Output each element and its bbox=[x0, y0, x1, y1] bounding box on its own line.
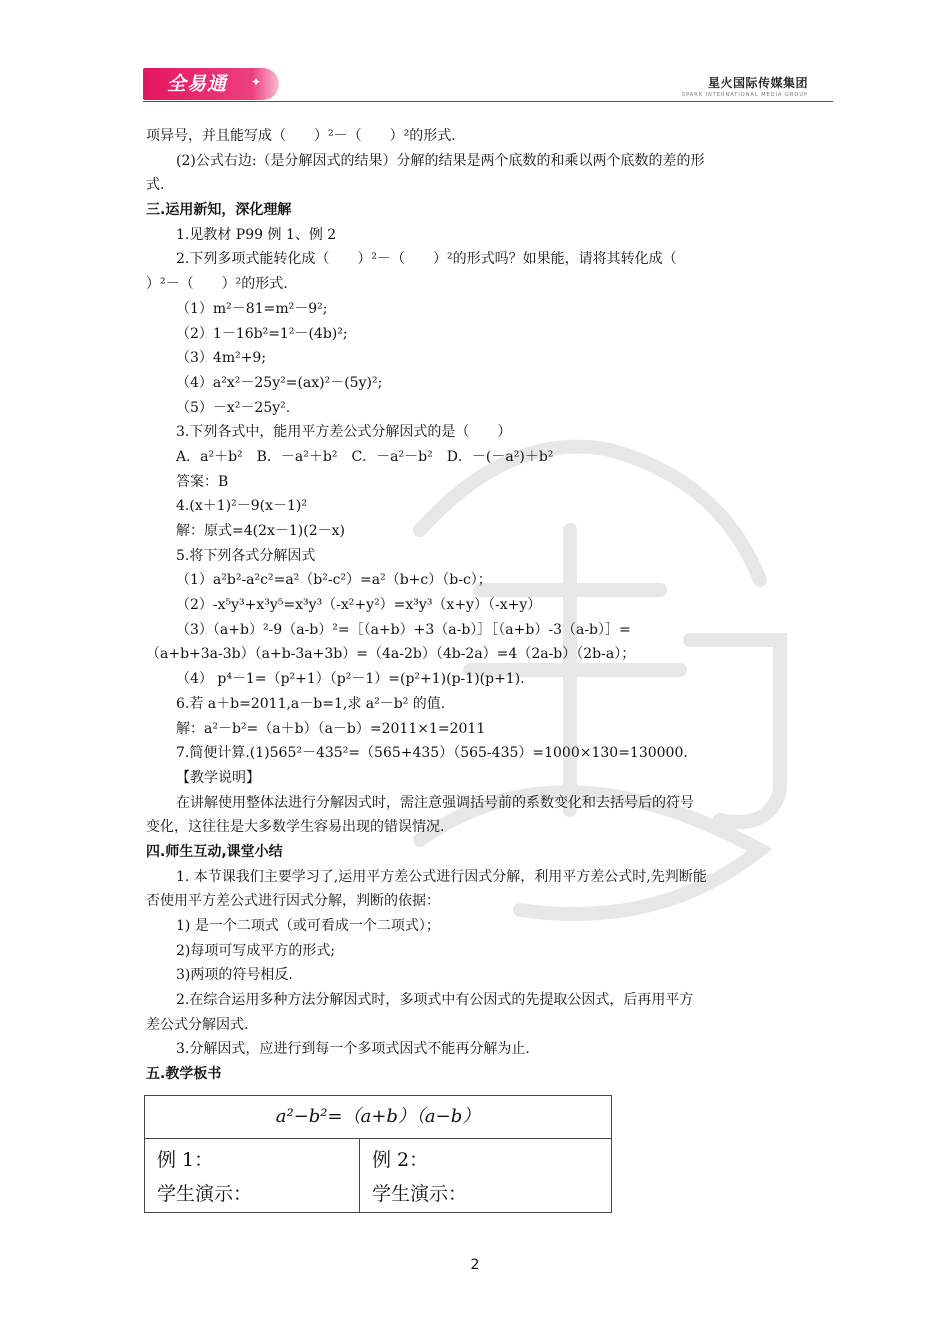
text-line: 式. bbox=[146, 177, 165, 194]
text-line: 5.将下列各式分解因式 bbox=[176, 547, 316, 564]
text-line: 答案：B bbox=[176, 473, 229, 490]
text-line: ）²－（ ）²的形式. bbox=[146, 276, 288, 293]
text-line: (2)公式右边:（是分解因式的结果）分解的结果是两个底数的和乘以两个底数的差的形 bbox=[176, 152, 705, 169]
text-line: 变化，这往往是大多数学生容易出现的错误情况. bbox=[146, 819, 445, 836]
text-line: 6.若 a＋b=2011,a－b=1,求 a²－b² 的值. bbox=[176, 695, 446, 712]
text-line: 解：原式=4(2x－1)(2－x) bbox=[176, 523, 345, 539]
document-body bbox=[146, 124, 806, 1087]
text-line: （3）4m²+9; bbox=[176, 350, 267, 367]
text-line: 否使用平方差公式进行因式分解，判断的依据： bbox=[146, 893, 440, 910]
text-line: 7.简便计算.(1)565²－435²=（565+435）（565-435）=1000×130=130000. bbox=[176, 745, 688, 762]
page-header bbox=[0, 0, 950, 110]
section-heading: 三.运用新知，深化理解 bbox=[146, 202, 292, 219]
text-line: （1）m²－81=m²－9²; bbox=[176, 300, 328, 317]
section-heading: 五.教学板书 bbox=[146, 1066, 222, 1083]
text-line: （3）（a+b）²-9（a-b）²=［（a+b）+3（a-b）］［（a+b）-3（a-b）］= bbox=[176, 621, 631, 638]
text-line: 3)两项的符号相反. bbox=[176, 967, 293, 984]
text-line: 【教学说明】 bbox=[176, 769, 260, 786]
publisher-subtitle: SPARK INTERNATIONAL MEDIA GROUP bbox=[681, 92, 808, 98]
brand-logo bbox=[143, 68, 279, 100]
text-line: 1. 本节课我们主要学习了,运用平方差公式进行因式分解，利用平方差公式时,先判断能 bbox=[176, 868, 707, 885]
blackboard-table bbox=[144, 1095, 612, 1213]
publisher-name: 星火国际传媒集团 bbox=[707, 76, 808, 90]
text-line: 1) 是一个二项式（或可看成一个二项式）； bbox=[176, 918, 440, 934]
text-line: （4）a²x²－25y²=(ax)²－(5y)²; bbox=[176, 374, 383, 391]
text-line: 3.分解因式，应进行到每一个多项式因式不能再分解为止. bbox=[176, 1041, 530, 1058]
text-line: （5）－x²－25y². bbox=[176, 399, 291, 416]
board-formula: a²−b²=（a+b）（a−b） bbox=[145, 1096, 611, 1139]
text-line: （2）1－16b²=1²－(4b)²; bbox=[176, 325, 348, 342]
example-label: 例 2： bbox=[372, 1149, 429, 1171]
student-demo-label: 学生演示： bbox=[372, 1183, 468, 1205]
publisher-brand bbox=[682, 74, 808, 98]
text-line: 2.在综合运用多种方法分解因式时，多项式中有公因式的先提取公因式，后再用平方 bbox=[176, 992, 694, 1009]
text-line: 2)每项可写成平方的形式; bbox=[176, 942, 336, 959]
text-line: 项异号，并且能写成（ ）²－（ ）²的形式. bbox=[146, 128, 456, 144]
text-line: 解：a²－b²=（a＋b）（a－b）=2011×1=2011 bbox=[176, 720, 486, 737]
text-line: 3.下列各式中，能用平方差公式分解因式的是（ ） bbox=[176, 424, 512, 441]
section-heading: 四.师生互动,课堂小结 bbox=[146, 843, 283, 860]
text-line: 差公式分解因式. bbox=[146, 1016, 249, 1033]
board-cell-example-1 bbox=[145, 1139, 360, 1212]
header-rule bbox=[143, 101, 833, 102]
page-number: 2 bbox=[470, 1257, 480, 1273]
text-line: （2）-x⁵y³+x³y⁵=x³y³（-x²+y²）=x³y³（x+y）（-x+y） bbox=[176, 597, 542, 614]
board-cell-example-2 bbox=[360, 1139, 611, 1212]
sparkle-icon: ✦ bbox=[251, 75, 263, 89]
text-line: 1.见教材 P99 例 1、例 2 bbox=[176, 226, 337, 243]
text-line: A．a²＋b² B．－a²＋b² C．－a²－b² D．－(－a²)＋b² bbox=[176, 448, 554, 465]
text-line: 2.下列多项式能转化成（ ）²－（ ）²的形式吗？如果能，请将其转化成（ bbox=[176, 251, 677, 268]
logo-text: 全易通 bbox=[167, 73, 228, 95]
text-line: （4） p⁴－1=（p²+1）（p²－1）=(p²+1)(p-1)(p+1). bbox=[176, 671, 525, 688]
example-label: 例 1： bbox=[157, 1149, 214, 1171]
text-line: 在讲解使用整体法进行分解因式时，需注意强调括号前的系数变化和去括号后的符号 bbox=[176, 794, 694, 811]
student-demo-label: 学生演示： bbox=[157, 1183, 253, 1205]
text-line: 4.(x＋1)²－9(x－1)² bbox=[176, 498, 307, 515]
text-line: （1）a²b²-a²c²=a²（b²-c²）=a²（b+c）（b-c）； bbox=[176, 572, 492, 589]
text-line: （a+b+3a-3b）（a+b-3a+3b）=（4a-2b）（4b-2a）=4（2a-b）（2b-a）； bbox=[146, 646, 636, 663]
